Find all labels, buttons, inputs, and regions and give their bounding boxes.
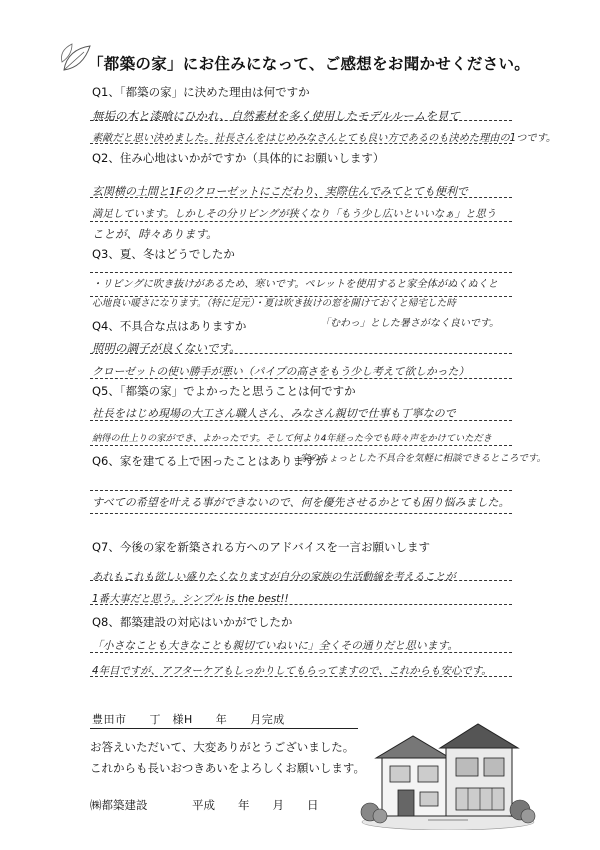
question-5: Q5、「都築の家」でよかったと思うことは何ですか — [92, 384, 356, 398]
page-title: 「都築の家」にお住みになって、ご感想をお聞かせください。 — [88, 55, 531, 73]
answer-8-line-1: 「小さなことも大きなことも親切ていねいに」全くその通りだと思います。 — [92, 639, 459, 652]
answer-7-line-2: 1番大事だと思う。シンプル is the best!! — [92, 593, 289, 605]
answer-3-line-3: 「むわっ」とした暑さがなく良いです。 — [320, 318, 500, 329]
answer-5-line-2: 納得の仕上りの家ができ、よかったです。そして何より4年経った今でも時々声をかけていただき — [92, 433, 492, 444]
answer-1-line-1: 無垢の木と漆喰にひかれ、自然素材を多く使用したモデルルームを見て — [92, 109, 460, 123]
answer-4-line-1: 照明の調子が良くないです。 — [92, 341, 241, 355]
completion-underline — [90, 728, 358, 729]
answer-line — [90, 513, 512, 514]
completion-info: 豊田市 丁 様H 年 月完成 — [92, 713, 285, 726]
answer-5-line-3: 家のちょっとした不具合を気軽に相談できるところです。 — [300, 453, 547, 464]
house-illustration — [358, 712, 536, 830]
answer-line — [90, 490, 512, 491]
answer-2-line-3: ことが、時々あります。 — [92, 227, 218, 241]
answer-2-line-1: 玄関横の土間と1Fのクローゼットにこだわり、実際住んでみてとても便利で — [92, 185, 468, 198]
question-6: Q6、家を建てる上で困ったことはありますか — [92, 454, 327, 468]
reply-date: 平成 年 月 日 — [192, 798, 319, 812]
question-7: Q7、今後の家を新築される方へのアドバイスを一言お願いします — [92, 540, 431, 554]
answer-4-line-2: クローゼットの使い勝手が悪い（パイプの高さをもう少し考えて欲しかった） — [92, 365, 470, 378]
question-2: Q2、住み心地はいかがですか（具体的にお願いします） — [92, 151, 385, 165]
thanks-line-1: お答えいただいて、大変ありがとうございました。 — [90, 740, 355, 754]
answer-line — [90, 221, 512, 222]
answer-2-line-2: 満足しています。しかしその分リビングが狭くなり「もう少し広いといいなぁ」と思う — [92, 208, 497, 220]
answer-7-line-1: あれもこれも欲しい盛りたくなりますが自分の家族の生活動線を考えることが — [92, 571, 456, 583]
answer-line — [90, 445, 512, 446]
question-4: Q4、不具合な点はありますか — [92, 319, 247, 333]
answer-3-line-2: 心地良い暖さになります。（特に足元）・夏は吹き抜けの窓を開けておくと帰宅した時 — [92, 298, 456, 309]
answer-8-line-2: 4年目ですが、アフターケアもしっかりしてもらってますので、これからも安心です。 — [92, 665, 492, 677]
thanks-line-2: これからも長いおつきあいをよろしくお願いします。 — [90, 761, 365, 775]
answer-3-line-1: ・リビングに吹き抜けがあるため、寒いです。ペレットを使用すると家全体がぬくぬくと — [92, 279, 498, 290]
answer-1-line-2: 素敵だと思い決めました。社長さんをはじめみなさんとても良い方であるのも決めた理由の1つです。 — [92, 133, 557, 144]
question-1: Q1、「都築の家」に決めた理由は何ですか — [92, 85, 310, 99]
company-name: ㈱都築建設 — [90, 798, 148, 812]
answer-5-line-1: 社長をはじめ現場の大工さん職人さん、みなさん親切で仕事も丁寧なので — [92, 407, 456, 420]
question-3: Q3、夏、冬はどうでしたか — [92, 247, 235, 261]
answer-6-line-1: すべての希望を叶える事ができないので、何を優先させるかとても困り悩みました。 — [92, 496, 510, 509]
answer-line — [90, 272, 512, 273]
question-8: Q8、都築建設の対応はいかがでしたか — [92, 615, 293, 629]
